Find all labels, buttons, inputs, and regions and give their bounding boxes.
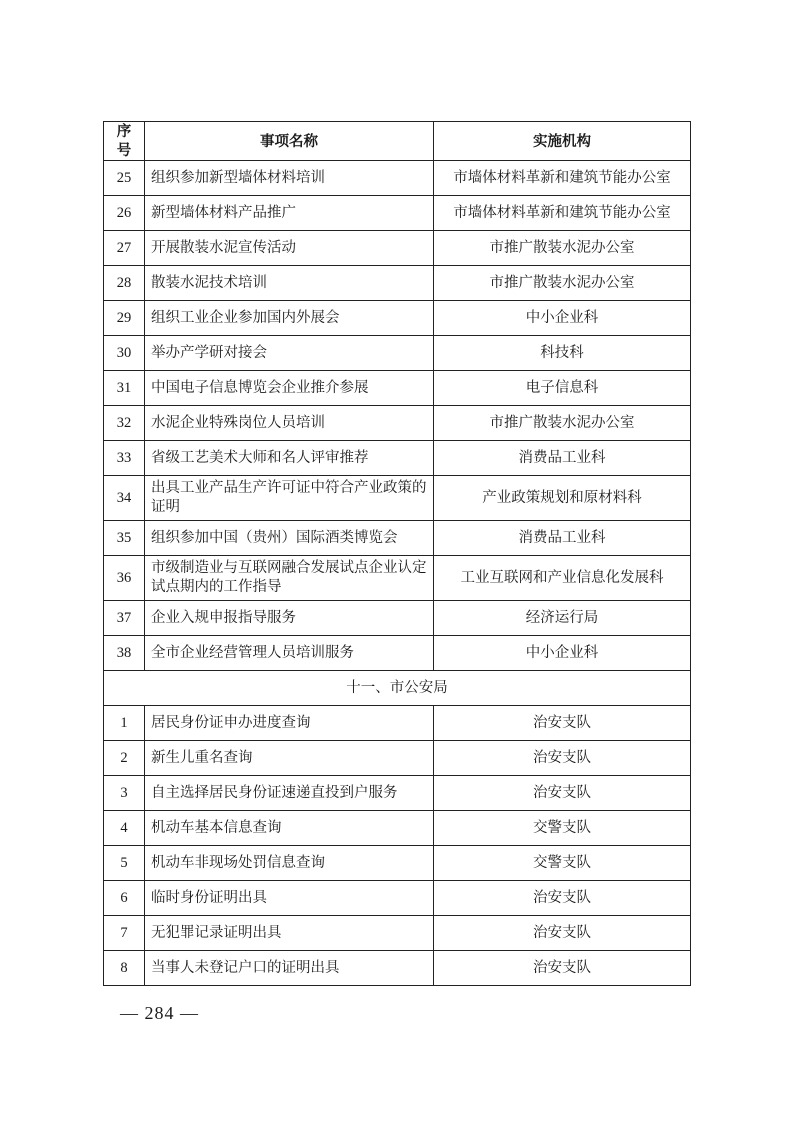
row-number: 2 <box>104 741 145 776</box>
row-item-name: 新型墙体材料产品推广 <box>145 196 434 231</box>
row-number: 3 <box>104 776 145 811</box>
row-number: 7 <box>104 916 145 951</box>
row-number: 35 <box>104 521 145 556</box>
row-item-name: 企业入规申报指导服务 <box>145 601 434 636</box>
row-item-name: 散装水泥技术培训 <box>145 266 434 301</box>
row-number: 28 <box>104 266 145 301</box>
table-body-part-a <box>104 161 691 671</box>
row-item-name: 自主选择居民身份证速递直投到户服务 <box>145 776 434 811</box>
row-number: 37 <box>104 601 145 636</box>
row-agency: 市墙体材料革新和建筑节能办公室 <box>434 161 691 196</box>
table-row <box>104 441 691 476</box>
row-number: 36 <box>104 556 145 601</box>
row-number: 38 <box>104 636 145 671</box>
table-row <box>104 741 691 776</box>
table-row <box>104 636 691 671</box>
table-row <box>104 776 691 811</box>
row-agency: 治安支队 <box>434 881 691 916</box>
row-agency: 交警支队 <box>434 846 691 881</box>
row-number: 33 <box>104 441 145 476</box>
row-agency: 市墙体材料革新和建筑节能办公室 <box>434 196 691 231</box>
row-item-name: 机动车非现场处罚信息查询 <box>145 846 434 881</box>
section-row-group <box>104 671 691 706</box>
row-number: 32 <box>104 406 145 441</box>
header-number: 序号 <box>104 122 145 161</box>
row-agency: 电子信息科 <box>434 371 691 406</box>
header-item-name: 事项名称 <box>145 122 434 161</box>
row-agency: 治安支队 <box>434 951 691 986</box>
row-agency: 科技科 <box>434 336 691 371</box>
row-item-name: 举办产学研对接会 <box>145 336 434 371</box>
row-number: 29 <box>104 301 145 336</box>
row-item-name: 全市企业经营管理人员培训服务 <box>145 636 434 671</box>
row-item-name: 居民身份证申办进度查询 <box>145 706 434 741</box>
row-item-name: 组织工业企业参加国内外展会 <box>145 301 434 336</box>
section-row <box>104 671 691 706</box>
row-agency: 治安支队 <box>434 706 691 741</box>
row-agency: 工业互联网和产业信息化发展科 <box>434 556 691 601</box>
row-agency: 产业政策规划和原材料科 <box>434 476 691 521</box>
table-row <box>104 846 691 881</box>
row-agency: 中小企业科 <box>434 301 691 336</box>
table-row <box>104 811 691 846</box>
row-number: 5 <box>104 846 145 881</box>
table-row <box>104 556 691 601</box>
table-row <box>104 521 691 556</box>
table-row <box>104 266 691 301</box>
table-body-part-b <box>104 706 691 986</box>
table-row <box>104 406 691 441</box>
row-number: 25 <box>104 161 145 196</box>
table-row <box>104 706 691 741</box>
row-agency: 治安支队 <box>434 916 691 951</box>
row-number: 8 <box>104 951 145 986</box>
row-item-name: 机动车基本信息查询 <box>145 811 434 846</box>
row-agency: 市推广散装水泥办公室 <box>434 266 691 301</box>
page-number: — 284 — <box>120 1003 199 1023</box>
row-number: 34 <box>104 476 145 521</box>
section-title: 十一、市公安局 <box>104 671 691 706</box>
row-number: 31 <box>104 371 145 406</box>
service-items-table <box>103 121 691 986</box>
table-row <box>104 196 691 231</box>
row-item-name: 临时身份证明出具 <box>145 881 434 916</box>
table-row <box>104 916 691 951</box>
table-row <box>104 161 691 196</box>
row-agency: 中小企业科 <box>434 636 691 671</box>
row-agency: 治安支队 <box>434 776 691 811</box>
table-row <box>104 371 691 406</box>
row-item-name: 无犯罪记录证明出具 <box>145 916 434 951</box>
row-agency: 交警支队 <box>434 811 691 846</box>
row-number: 1 <box>104 706 145 741</box>
table-row <box>104 881 691 916</box>
row-item-name: 市级制造业与互联网融合发展试点企业认定试点期内的工作指导 <box>145 556 434 601</box>
row-number: 27 <box>104 231 145 266</box>
row-item-name: 出具工业产品生产许可证中符合产业政策的证明 <box>145 476 434 521</box>
row-agency: 市推广散装水泥办公室 <box>434 406 691 441</box>
row-number: 4 <box>104 811 145 846</box>
table-row <box>104 336 691 371</box>
table-row <box>104 951 691 986</box>
row-agency: 治安支队 <box>434 741 691 776</box>
table-row <box>104 301 691 336</box>
row-number: 26 <box>104 196 145 231</box>
row-item-name: 组织参加中国（贵州）国际酒类博览会 <box>145 521 434 556</box>
row-item-name: 组织参加新型墙体材料培训 <box>145 161 434 196</box>
table-row <box>104 231 691 266</box>
row-item-name: 省级工艺美术大师和名人评审推荐 <box>145 441 434 476</box>
header-agency: 实施机构 <box>434 122 691 161</box>
row-item-name: 水泥企业特殊岗位人员培训 <box>145 406 434 441</box>
row-item-name: 新生儿重名查询 <box>145 741 434 776</box>
table-row <box>104 601 691 636</box>
row-item-name: 当事人未登记户口的证明出具 <box>145 951 434 986</box>
row-item-name: 开展散装水泥宣传活动 <box>145 231 434 266</box>
row-number: 30 <box>104 336 145 371</box>
row-agency: 消费品工业科 <box>434 441 691 476</box>
row-number: 6 <box>104 881 145 916</box>
row-agency: 市推广散装水泥办公室 <box>434 231 691 266</box>
row-agency: 消费品工业科 <box>434 521 691 556</box>
table-row <box>104 476 691 521</box>
table-header-row <box>104 122 691 161</box>
row-item-name: 中国电子信息博览会企业推介参展 <box>145 371 434 406</box>
row-agency: 经济运行局 <box>434 601 691 636</box>
